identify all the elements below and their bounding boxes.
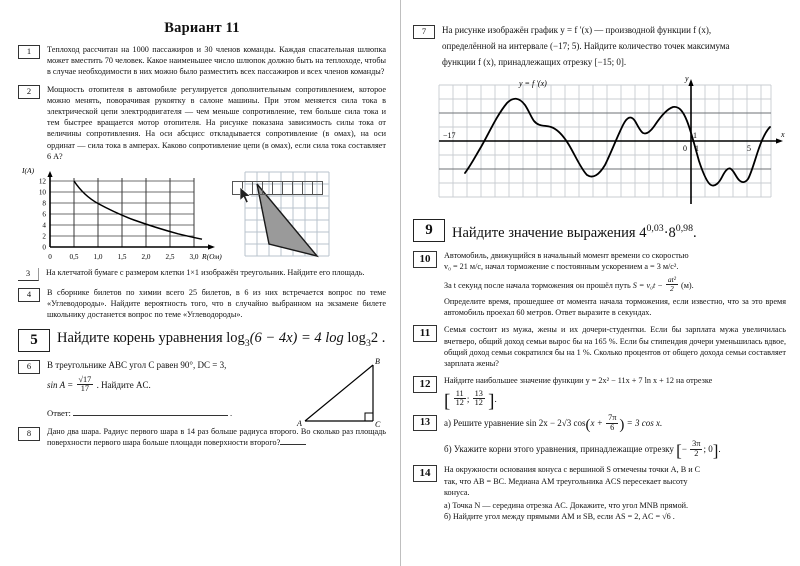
task-2 <box>18 84 386 162</box>
interval-bound-fraction: $\frac{3\pi}{2}$ <box>692 439 701 458</box>
task-11 <box>413 324 786 369</box>
interval-upper: $\frac{13}{12}$ <box>474 388 483 408</box>
task-14-line3: конуса. <box>444 487 470 497</box>
svg-text:2: 2 <box>42 232 46 241</box>
task-body: Теплоход рассчитан на 1000 пассажиров и 30 членов команды. Каждая спасательная шлюпка может вместить 70 человек. Какое наименьшее число шлюпок должно быть на теплоходе, чтобы в случае необходимости в них можно было разместить всех пассажиров и всех членов команды? <box>47 45 386 77</box>
task-number: 8 <box>18 427 40 441</box>
task-10-line1: Автомобиль, движущийся в начальный момент времени со скоростью <box>444 250 689 260</box>
chart-ylabel: I(A) <box>22 166 35 176</box>
svg-text:6: 6 <box>42 210 46 219</box>
right-triangle-abc <box>295 355 390 433</box>
tick-label-0: 0 <box>683 144 687 153</box>
task-12 <box>413 375 786 412</box>
svg-text:8: 8 <box>42 199 46 208</box>
task-6 <box>18 356 386 429</box>
derivative-graph <box>421 77 793 204</box>
svg-text:0: 0 <box>48 253 52 262</box>
task-number: 14 <box>413 465 437 482</box>
task-5 <box>18 329 386 353</box>
bracket-close: ] <box>488 390 495 412</box>
task-body: На клетчатой бумаге с размером клетки 1×1 изображён треугольник. Найдите его площадь. <box>46 268 365 278</box>
task-body <box>57 329 386 353</box>
tick-label-1y: 1 <box>693 131 697 140</box>
task-9-prefix: Найдите значение выражения <box>452 224 636 241</box>
answer-box-cell[interactable] <box>312 181 323 195</box>
task-7 <box>413 24 786 69</box>
task-body <box>444 464 786 522</box>
task-10-line4: Определите время, прошедшее от момента начала торможения, если известно, что за это время автомобиль проехал 60 метров. Ответ выразите в секундах. <box>444 297 786 318</box>
task-number: 10 <box>413 251 437 268</box>
answer-line[interactable]: Ответ: . <box>47 407 233 418</box>
task-number: 6 <box>18 360 40 374</box>
task-body: В сборнике билетов по химии всего 25 билетов, в 6 из них встречается вопрос по теме «Углеводороды». Найдите вероятность того, что в случайно выбранном на экзамене билете школьнику достанется вопрос по теме «Углеводороды». <box>47 288 386 320</box>
formula-fraction: $\frac{\text{at²}}{2}$ <box>667 275 676 294</box>
task-body: Найдите наибольшее значение функции y = 2x² − 11x + 7 ln x + 12 на отрезке [ $\frac{11}{12}$ ; $\frac{13}{12}$ ]. <box>444 375 786 408</box>
current-resistance-chart <box>18 164 228 264</box>
curve-label: y = f ′(x) <box>519 79 547 88</box>
task-10-line2: v₀ = 21 м/с, начал торможение с постоянным ускорением a = 3 м/с². <box>444 262 679 272</box>
mouse-pointer-icon <box>240 187 254 205</box>
task-body <box>442 24 786 69</box>
task-14-part-b: б) Найдите угол между прямыми AM и SB, если AS = 2, AC = √6 . <box>444 512 675 522</box>
task-number: 3 <box>18 268 39 281</box>
right-angle-mark <box>365 413 373 421</box>
task-number: 5 <box>18 329 50 352</box>
task-7-line2: определённой на интервале (−17; 5). Найдите количество точек максимума <box>442 41 730 51</box>
task-body <box>444 250 786 319</box>
paren-open: ( <box>585 417 591 434</box>
task-6-line1: В треугольнике ABC угол C равен 90°, DC = 3, <box>47 359 227 370</box>
task-number: 9 <box>413 219 445 242</box>
svg-text:2,0: 2,0 <box>141 253 151 262</box>
bracket-open: [ <box>676 441 682 461</box>
chart-xlabel: R(Ом) <box>202 252 222 262</box>
sin-value-fraction: $\frac{√17}{17}$ <box>78 374 92 394</box>
vertex-label-a: A <box>297 418 302 428</box>
tick-label-minus17: −17 <box>443 131 456 140</box>
svg-text:0: 0 <box>42 243 46 252</box>
svg-text:12: 12 <box>38 177 46 186</box>
task-number: 7 <box>413 25 435 39</box>
task-9 <box>413 219 786 243</box>
task-number: 12 <box>413 376 437 393</box>
derivative-curve <box>465 99 770 186</box>
axis-label-x: x <box>781 130 785 139</box>
paren-close: ) <box>619 417 625 434</box>
task-14-line2: так, что AB = BC. Медиана AM треугольника ACS пересекает высоту <box>444 476 688 486</box>
task-number: 13 <box>413 415 437 431</box>
task-13-part-a: а) Решите уравнение sin 2x − 2√3 cos(x + $\frac{7\pi}{6}$ ) = 3 cos x. <box>444 412 663 434</box>
tick-label-1x: 1 <box>695 144 699 153</box>
task-1 <box>18 44 386 78</box>
side-ab <box>305 365 373 421</box>
tick-label-5: 5 <box>747 144 751 153</box>
vertex-label-c: C <box>375 419 381 429</box>
task-9-expression: $4^{0,03}\cdot 8^{0,98}$. <box>639 223 697 241</box>
task-body <box>47 356 386 429</box>
svg-text:0,5: 0,5 <box>69 253 79 262</box>
task-10 <box>413 250 786 319</box>
chart-xticks <box>48 253 199 261</box>
task-number: 1 <box>18 45 40 59</box>
task-body <box>452 219 786 243</box>
task-13 <box>413 414 786 459</box>
task-10-formula: S = v₀t − $\frac{\text{at²}}{2}$ <box>632 275 676 294</box>
task-body: Семья состоит из мужа, жены и их дочери-студентки. Если бы зарплата мужа увеличилась вчетверо, общий доход семьи вырос бы на 165 %. Если бы стипендия дочери уменьшилась вдвое, общий доход семьи сократился бы на 1 %. Сколько процентов от общего дохода семьи составляет зарплата жены? <box>444 325 786 369</box>
task-number: 2 <box>18 85 40 99</box>
task-14-line1: На окружности основания конуса с вершиной S отмечены точки A, B и C <box>444 465 701 475</box>
interval-lower: $\frac{11}{12}$ <box>455 388 464 408</box>
svg-text:1,0: 1,0 <box>93 253 103 262</box>
task-14-part-a: а) Точка N — середина отрезка AC. Докажите, что угол MNB прямой. <box>444 501 689 511</box>
task-body <box>444 414 786 459</box>
task-body: Дано два шара. Радиус первого шара в 14 раз больше радиуса второго. Во сколько раз площадь поверхности первого шара больше площади поверхности второго? <box>47 426 386 448</box>
answer-blank[interactable] <box>73 407 228 416</box>
svg-text:4: 4 <box>42 221 46 230</box>
svg-text:2,5: 2,5 <box>165 253 175 262</box>
task-4 <box>18 287 386 321</box>
svg-text:1,5: 1,5 <box>117 253 127 262</box>
svg-text:3,0: 3,0 <box>189 253 199 262</box>
task-number: 11 <box>413 325 437 342</box>
page-title: Вариант 11 <box>164 20 240 36</box>
task-14 <box>413 464 786 522</box>
task-3 <box>18 267 386 281</box>
task-5-prefix: Найдите корень уравнения <box>57 329 223 346</box>
angle-fraction: $\frac{7\pi}{6}$ <box>608 412 617 432</box>
chart-curve <box>74 181 202 239</box>
task-number: 4 <box>18 288 40 302</box>
vertex-label-b: B <box>375 356 380 366</box>
task-7-line3: функции f (x), принадлежащих отрезку [−15; 0]. <box>442 57 627 67</box>
y-axis-arrow <box>688 79 693 86</box>
task-body: Мощность отопителя в автомобиле регулируется дополнительным сопротивлением, которое можно менять, поворачивая рукоятку в салоне машины. При этом меняется сила тока в электрической цепи электродвигателя — чем меньше сопротивление, тем больше сила тока и тем быстрее вращается мотор отопителя. На рисунке показана зависимость силы тока от величины сопротивления. На оси абсцисс откладывается сопротивление (в омах), на оси ординат — сила тока в амперах. Каково сопротивление цепи (в омах), если сила тока составляет 6 А? <box>47 84 386 161</box>
task-12-interval: [ $\frac{11}{12}$ ; $\frac{13}{12}$ ]. <box>444 388 497 412</box>
right-column <box>400 0 800 566</box>
task-5-equation: $\log_3(6 - 4x) = 4$ $\log \log_32$ . <box>226 329 386 349</box>
task-6-line2: sin A = $\frac{√17}{17}$ . Найдите AC. <box>47 374 151 394</box>
grid-triangle-figure <box>232 164 332 264</box>
axis-label-y: y <box>685 77 689 83</box>
task-13-part-b: б) Укажите корни этого уравнения, принадлежащие отрезку [− $\frac{3\pi}{2}$ ; 0]. <box>444 439 721 461</box>
chart-yticks <box>39 178 47 252</box>
figures-row <box>18 164 386 264</box>
answer-blank[interactable] <box>280 437 306 445</box>
task-10-formula-line: За t секунд после начала торможения он прошёл путь S = v₀t − $\frac{\text{at²}}{2}$ (м). <box>444 275 694 294</box>
svg-text:10: 10 <box>38 188 46 197</box>
bracket-close: ] <box>712 441 719 461</box>
task-7-line1: На рисунке изображён график y = f ′(x) — производной функции f (x), <box>442 25 712 35</box>
x-axis-arrow <box>776 138 783 143</box>
bracket-open: [ <box>444 390 451 412</box>
answer-label: Ответ: <box>47 407 71 418</box>
